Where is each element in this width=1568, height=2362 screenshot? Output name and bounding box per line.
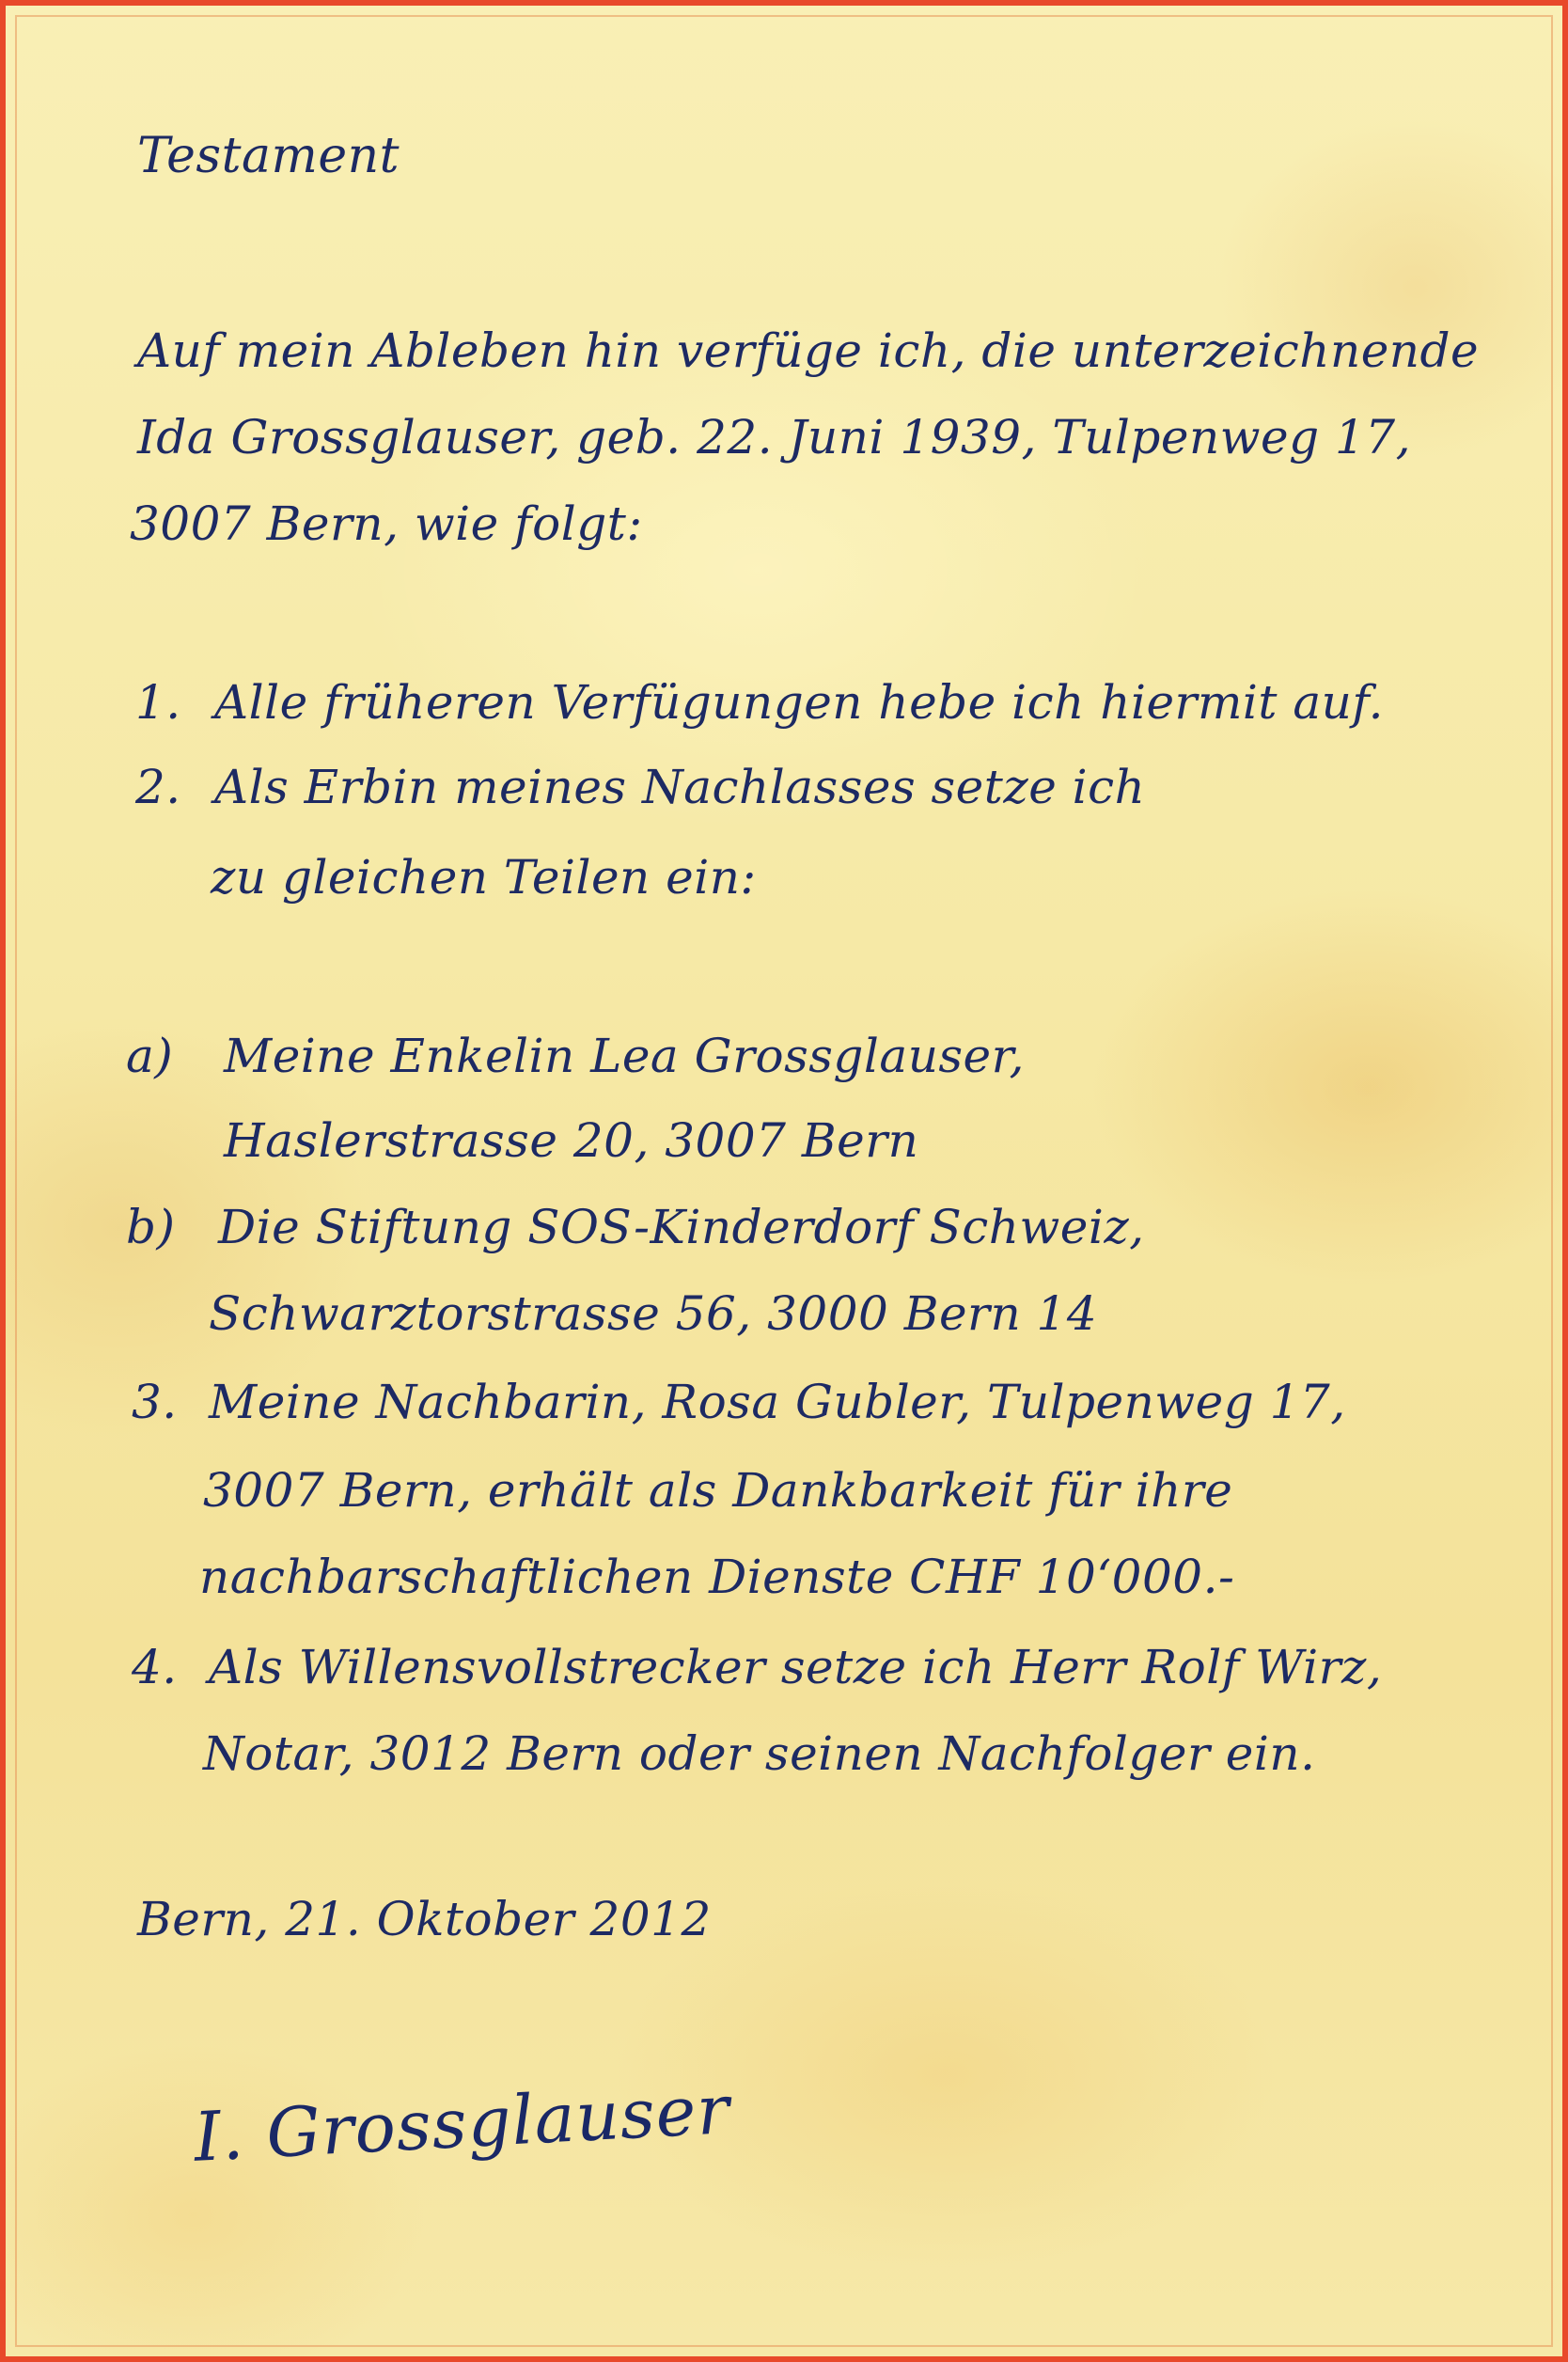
item-4-line-1: Als Willensvollstrecker setze ich Herr Rolf Wirz, (209, 1640, 1383, 1694)
intro-line-3: 3007 Bern, wie folgt: (130, 496, 643, 551)
intro-line-2: Ida Grossglauser, geb. 22. Juni 1939, Tulpenweg 17, (137, 410, 1411, 465)
item-a-line-1: Meine Enkelin Lea Grossglauser, (224, 1029, 1025, 1083)
item-1-marker: 1. (135, 675, 181, 730)
intro-line-1: Auf mein Ableben hin verfüge ich, die unterzeichnende (137, 323, 1480, 378)
signature: I. Grossglauser (192, 2070, 732, 2177)
place-date: Bern, 21. Oktober 2012 (137, 1892, 712, 1946)
item-3-line-2: 3007 Bern, erhält als Dankbarkeit für ihre (203, 1463, 1233, 1518)
item-3-marker: 3. (132, 1375, 178, 1429)
document-title: Testament (137, 128, 400, 184)
item-3-line-1: Meine Nachbarin, Rosa Gubler, Tulpenweg 17, (209, 1375, 1346, 1429)
item-4-marker: 4. (132, 1640, 178, 1694)
item-b-marker: b) (126, 1200, 176, 1254)
item-a-marker: a) (126, 1029, 174, 1083)
item-3-line-3: nachbarschaftlichen Dienste CHF 10‘000.- (199, 1550, 1235, 1604)
item-2-line-2: zu gleichen Teilen ein: (211, 850, 757, 905)
item-2-marker: 2. (135, 760, 181, 814)
item-a-line-2: Haslerstrasse 20, 3007 Bern (224, 1113, 919, 1168)
item-1-line-1: Alle früheren Verfügungen hebe ich hiermit auf. (214, 675, 1384, 730)
item-2-line-1: Als Erbin meines Nachlasses setze ich (214, 760, 1146, 814)
item-b-line-1: Die Stiftung SOS-Kinderdorf Schweiz, (218, 1200, 1145, 1254)
item-b-line-2: Schwarztorstrasse 56, 3000 Bern 14 (209, 1286, 1098, 1341)
item-4-line-2: Notar, 3012 Bern oder seinen Nachfolger ein. (203, 1726, 1316, 1781)
